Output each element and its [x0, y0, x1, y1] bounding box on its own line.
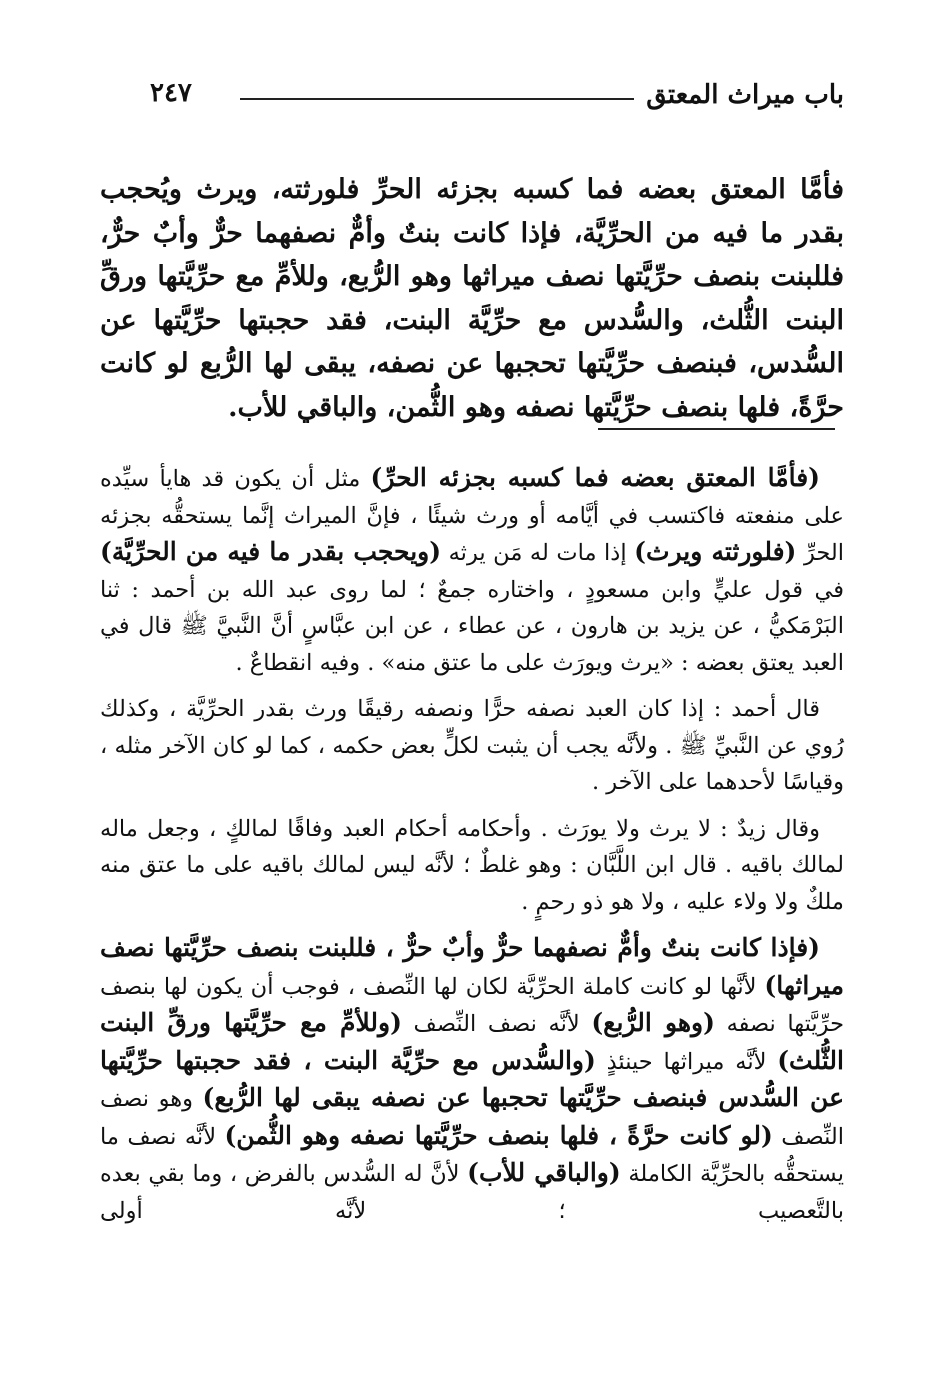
commentary-paragraph-4 [100, 930, 844, 1229]
commentary-text: وهو نصف النِّصف [100, 1086, 844, 1150]
main-text: فأمَّا المعتق بعضه فما كسبه بجزئه الحرِّ فلورثته، ويرث ويُحجب بقدر ما فيه من الحرِّيَّة، فإذا كانت بنتٌ وأمٌّ نصفهما حرٌّ وأبٌ حرٌّ، فللبنت بنصف حرِّيَّتها نصف ميراثها وهو الرُّبع، وللأمِّ مع حرِّيَّتها ورقِّ البنت الثُّلث، والسُّدس مع حرِّيَّة البنت، فقد حجبتها حرِّيَّتها عن السُّدس، فبنصف حرِّيَّتها تحجبها عن نصفه، يبقى لها الرُّبع لو كانت حرَّةً، فلها بنصف حرِّيَّتها نصفه وهو الثُّمن، والباقي للأب. [100, 174, 844, 423]
header-rule [240, 98, 634, 100]
page-number: ٢٤٧ [150, 78, 192, 108]
commentary-text: إذا مات له مَن يرثه [441, 540, 635, 566]
quoted-text: (والسُّدس مع حرِّيَّة البنت ، فقد حجبتها حرِّيَّتها عن السُّدس فبنصف حرِّيَّتها تحجبها عن نصفه يبقى لها الرُّبع) [100, 1045, 844, 1112]
quoted-text: (ويحجب بقدر ما فيه من الحرِّيَّة) [100, 537, 442, 566]
commentary-text: في قول عليٍّ وابن مسعودٍ ، واختاره جمعٌ ؛ لما روى عبد الله بن أحمد : ثنا البَرْمَكيُّ ، عن يزيد بن هارون ، عن عطاء ، عن ابن عبَّاسٍ أنَّ النَّبيَّ ﷺ قال في العبد يعتق بعضه : «يرث ويورَث على ما عتق منه» . وفيه انقطاعٌ . [100, 576, 844, 676]
quoted-text: (لو كانت حرَّةً ، فلها بنصف حرِّيَّتها نصفه وهو الثُّمن) [224, 1120, 773, 1150]
chapter-title: باب ميراث المعتق [646, 80, 844, 110]
quoted-text: (وهو الرُّبع) [591, 1008, 715, 1037]
quoted-text: (وللأمِّ مع حرِّيَّتها ورقِّ البنت الثُّلث) [100, 1008, 844, 1075]
commentary-paragraph-2: قال أحمد : إذا كان العبد نصفه حرًّا ونصفه رقيقًا ورث بقدر الحرِّيَّة ، وكذلك رُوي عن النَّبيِّ ﷺ . ولأنَّه يجب أن يثبت لكلٍّ بعض حكمه ، كما لو كان الآخر مثله ، وقياسًا لأحدهما على الآخر . [100, 696, 844, 795]
quoted-text: (والباقي للأب) [467, 1158, 621, 1187]
commentary-paragraph-3: وقال زيدٌ : لا يرث ولا يورَث . وأحكامه أحكام العبد وفاقًا لمالكٍ ، وجعل ماله لمالك باقيه . قال ابن اللَّبَّان : وهو غلطٌ ؛ لأنَّه ليس لمالك باقيه على ما عتق منه ملكٌ ولا ولاء عليه ، ولا هو ذو رحمٍ . [100, 815, 844, 915]
quoted-text: (فإذا كانت بنتٌ وأمٌّ نصفهما حرٌّ وأبٌ حرٌّ ، فللبنت بنصف حرِّيَّتها نصف ميراثها) [100, 933, 844, 1000]
commentary-text: لأنَّه نصف النِّصف [401, 1011, 592, 1037]
separator-rule [598, 428, 835, 430]
commentary-text: لأنَّها لو كانت كاملة الحرِّيَّة لكان لها النِّصف ، فوجب أن يكون لها بنصف حرِّيَّتها نصفه [100, 973, 845, 1037]
commentary-text: لأنَّه ميراثها حينئذٍ [595, 1048, 778, 1075]
commentary-text: مثل أن يكون قد هايأ سيِّده على منفعته فاكتسب في أيَّامه أو ورث شيئًا ، فإنَّ الميراث إنَّما يستحقُّه بجزئه الحرِّ [100, 466, 844, 566]
commentary-paragraph-1 [100, 460, 844, 681]
commentary [100, 460, 844, 1239]
quoted-text: (فأمَّا المعتق بعضه فما كسبه بجزئه الحرِّ) [370, 463, 820, 492]
quoted-text: (فلورثته ويرث) [634, 537, 797, 566]
commentary-text: لأنَّ له السُّدس بالفرض ، وما بقي بعده بالتَّعصيب ؛ لأنَّه أولى [100, 1161, 844, 1224]
commentary-text: لأنَّه نصف ما يستحقُّه بالحرِّيَّة الكاملة [100, 1123, 844, 1187]
page-header [140, 78, 844, 128]
